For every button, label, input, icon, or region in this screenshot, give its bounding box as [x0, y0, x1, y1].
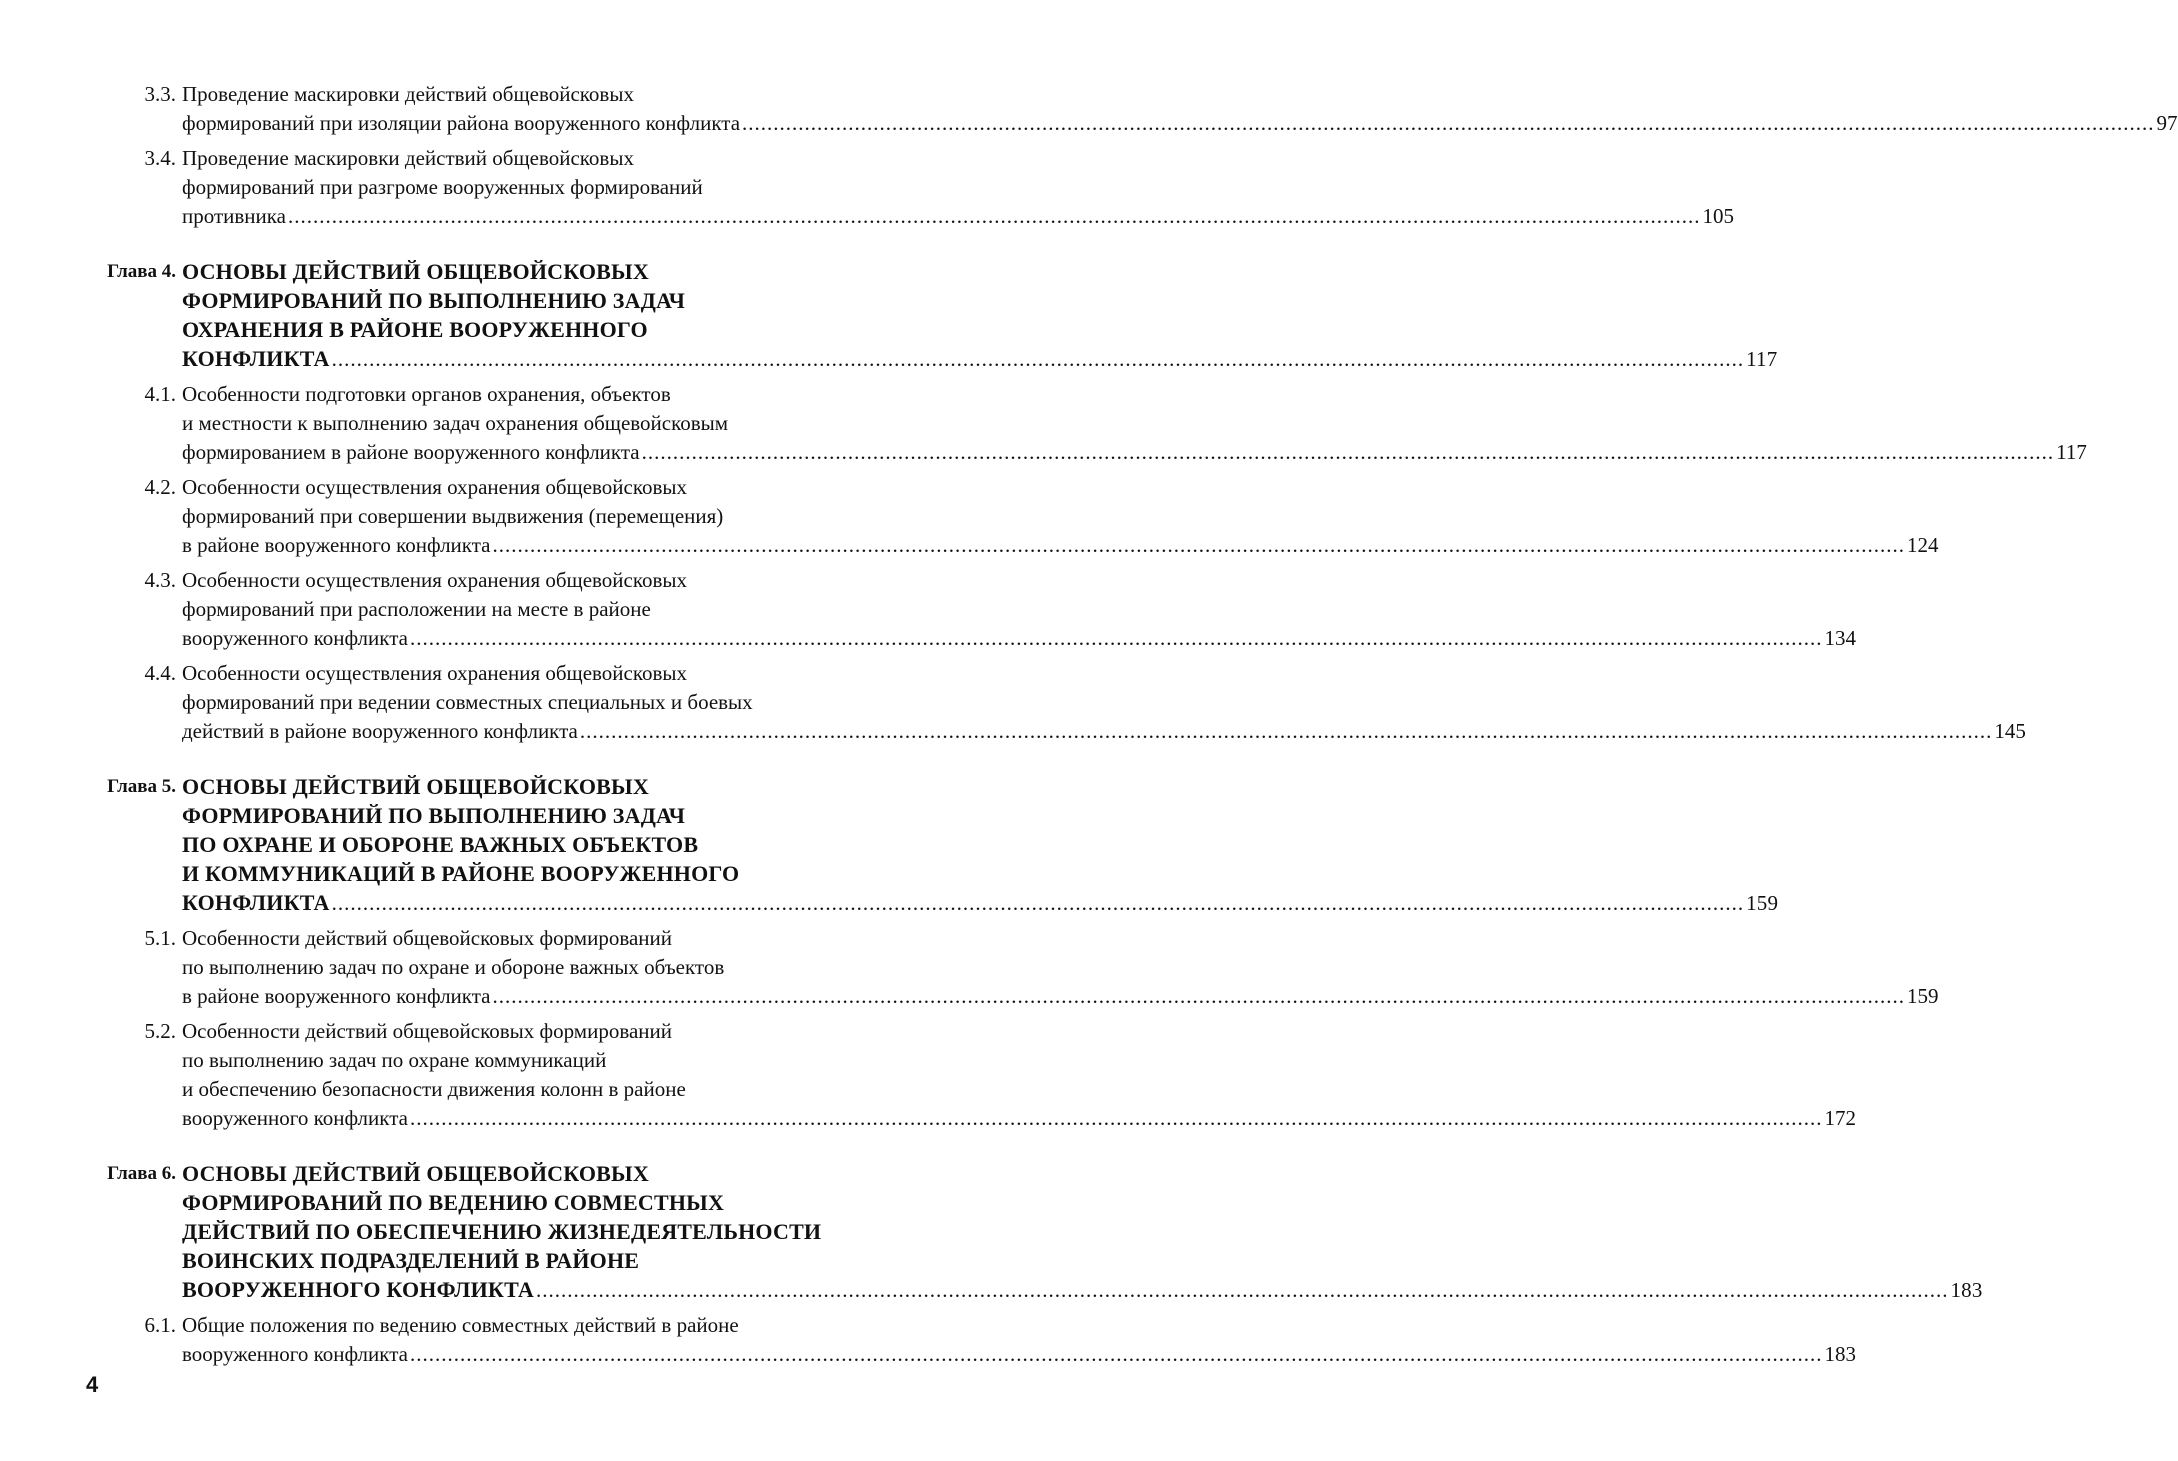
toc-title-line: и обеспечению безопасности движения колонн в районе	[182, 1077, 686, 1101]
toc-title-line: КОНФЛИКТА	[182, 890, 330, 915]
toc-section-entry[interactable]	[80, 659, 2026, 746]
toc-title-line: формирований при совершении выдвижения (перемещения)	[182, 504, 724, 528]
toc-entry-number: 5.1.	[144, 926, 176, 950]
toc-chapter-entry[interactable]	[80, 1159, 1983, 1305]
toc-title-last-line	[182, 109, 2178, 138]
dot-leader	[410, 1104, 1823, 1133]
toc-title-line: ПО ОХРАНЕ И ОБОРОНЕ ВАЖНЫХ ОБЪЕКТОВ	[182, 832, 699, 857]
toc-section-entry[interactable]	[80, 924, 1939, 1011]
toc-page-number: 145	[1994, 719, 2026, 743]
toc-title-line: противника	[182, 204, 286, 228]
toc-title-line: и местности к выполнению задач охранения общевойсковым	[182, 411, 729, 435]
toc-page-number: 105	[1702, 204, 1734, 228]
toc-title-last-line	[182, 1275, 1983, 1305]
toc-section-entry[interactable]	[80, 473, 1939, 560]
toc-section-entry[interactable]	[80, 1311, 1856, 1369]
toc-title-last-line	[182, 344, 1777, 374]
toc-entry-title	[182, 1311, 1856, 1369]
toc-title-line: в районе вооруженного конфликта	[182, 984, 491, 1008]
dot-leader	[332, 889, 1745, 918]
toc-title-last-line	[182, 1104, 1856, 1133]
toc-section-entry[interactable]	[80, 380, 2087, 467]
toc-title-line: Особенности осуществления охранения общевойсковых	[182, 661, 688, 685]
toc-title-line: Особенности подготовки органов охранения, объектов	[182, 382, 671, 406]
toc-title-line: ОХРАНЕНИЯ В РАЙОНЕ ВООРУЖЕННОГО	[182, 317, 648, 342]
toc-page-number: 183	[1824, 1342, 1856, 1366]
toc-title-last-line	[182, 982, 1938, 1011]
toc-entry-number: 6.1.	[144, 1313, 176, 1337]
toc-entry-title	[182, 380, 2087, 467]
toc-entry-title	[182, 924, 1938, 1011]
toc-entry-number: Глава 5.	[107, 776, 176, 797]
toc-title-line: ВООРУЖЕННОГО КОНФЛИКТА	[182, 1277, 534, 1302]
toc-entry-number: 4.1.	[144, 382, 176, 406]
toc-entry-number: 5.2.	[144, 1019, 176, 1043]
toc-title-line: формирований при расположении на месте в районе	[182, 597, 651, 621]
toc-title-last-line	[182, 531, 1938, 560]
toc-title-line: ОСНОВЫ ДЕЙСТВИЙ ОБЩЕВОЙСКОВЫХ	[182, 259, 649, 284]
toc-title-line: ОСНОВЫ ДЕЙСТВИЙ ОБЩЕВОЙСКОВЫХ	[182, 774, 649, 799]
toc-title-last-line	[182, 202, 1734, 231]
toc-entry-title	[182, 144, 1734, 231]
toc-page-number: 183	[1950, 1278, 1983, 1302]
dot-leader	[742, 109, 2155, 138]
dot-leader	[288, 202, 1701, 231]
toc-page-number: 117	[1746, 347, 1778, 371]
dot-leader	[410, 1340, 1823, 1369]
toc-title-line: Проведение маскировки действий общевойсковых	[182, 82, 634, 106]
toc-title-line: вооруженного конфликта	[182, 1342, 408, 1366]
toc-entry-number: 4.4.	[144, 661, 176, 685]
toc-entry-number: 4.3.	[144, 568, 176, 592]
table-of-contents	[80, 80, 2178, 1369]
toc-page-number: 159	[1906, 984, 1939, 1008]
dot-leader	[580, 717, 1993, 746]
toc-title-line: Общие положения по ведению совместных действий в районе	[182, 1313, 739, 1337]
toc-title-line: И КОММУНИКАЦИЙ В РАЙОНЕ ВООРУЖЕННОГО	[182, 861, 740, 886]
toc-entry-title	[182, 1159, 1983, 1305]
toc-section-entry[interactable]	[80, 80, 2178, 138]
toc-entry-title	[182, 473, 1938, 560]
toc-title-line: Особенности осуществления охранения общевойсковых	[182, 475, 688, 499]
toc-entry-title	[182, 659, 2026, 746]
toc-chapter-entry[interactable]	[80, 257, 1778, 374]
toc-entry-number: 4.2.	[144, 475, 176, 499]
dot-leader	[492, 982, 1905, 1011]
toc-title-last-line	[182, 438, 2087, 467]
toc-title-line: Особенности действий общевойсковых формирований	[182, 926, 672, 950]
page-number: 4	[86, 1372, 99, 1397]
toc-page-number: 134	[1824, 626, 1856, 650]
toc-title-line: действий в районе вооруженного конфликта	[182, 719, 578, 743]
toc-title-line: формированием в районе вооруженного конфликта	[182, 440, 640, 464]
toc-title-line: Особенности действий общевойсковых формирований	[182, 1019, 672, 1043]
toc-title-line: формирований при разгроме вооруженных формирований	[182, 175, 703, 199]
toc-title-line: ВОИНСКИХ ПОДРАЗДЕЛЕНИЙ В РАЙОНЕ	[182, 1248, 640, 1273]
toc-section-entry[interactable]	[80, 566, 1856, 653]
dot-leader	[410, 624, 1823, 653]
toc-title-last-line	[182, 717, 2026, 746]
toc-title-line: КОНФЛИКТА	[182, 346, 330, 371]
dot-leader	[332, 345, 1745, 374]
toc-title-line: ОСНОВЫ ДЕЙСТВИЙ ОБЩЕВОЙСКОВЫХ	[182, 1161, 649, 1186]
toc-title-line: по выполнению задач по охране коммуникаций	[182, 1048, 607, 1072]
toc-title-line: формирований при ведении совместных специальных и боевых	[182, 690, 753, 714]
toc-title-last-line	[182, 1340, 1856, 1369]
toc-page-number: 124	[1906, 533, 1939, 557]
dot-leader	[642, 438, 2055, 467]
toc-section-entry[interactable]	[80, 1017, 1856, 1133]
toc-page-number: 97	[2156, 111, 2178, 135]
toc-title-line: вооруженного конфликта	[182, 1106, 408, 1130]
toc-entry-number: 3.4.	[144, 146, 176, 170]
toc-page-number: 172	[1824, 1106, 1856, 1130]
toc-title-line: в районе вооруженного конфликта	[182, 533, 491, 557]
toc-title-line: ФОРМИРОВАНИЙ ПО ВЫПОЛНЕНИЮ ЗАДАЧ	[182, 288, 686, 313]
toc-entry-title	[182, 566, 1856, 653]
toc-title-line: по выполнению задач по охране и обороне важных объектов	[182, 955, 725, 979]
toc-entry-number: Глава 6.	[107, 1163, 176, 1184]
dot-leader	[492, 531, 1905, 560]
toc-title-line: ФОРМИРОВАНИЙ ПО ВЫПОЛНЕНИЮ ЗАДАЧ	[182, 803, 686, 828]
toc-page-number: 159	[1746, 891, 1779, 915]
toc-title-line: ДЕЙСТВИЙ ПО ОБЕСПЕЧЕНИЮ ЖИЗНЕДЕЯТЕЛЬНОСТИ	[182, 1219, 822, 1244]
toc-title-last-line	[182, 888, 1778, 918]
toc-entry-number: 3.3.	[144, 82, 176, 106]
toc-title-line: вооруженного конфликта	[182, 626, 408, 650]
toc-title-line: формирований при изоляции района вооруженного конфликта	[182, 111, 741, 135]
toc-title-line: Особенности осуществления охранения общевойсковых	[182, 568, 688, 592]
toc-chapter-entry[interactable]	[80, 772, 1779, 918]
toc-section-entry[interactable]	[80, 144, 1734, 231]
toc-title-line: ФОРМИРОВАНИЙ ПО ВЕДЕНИЮ СОВМЕСТНЫХ	[182, 1190, 725, 1215]
toc-title-last-line	[182, 624, 1856, 653]
toc-entry-number: Глава 4.	[107, 261, 176, 282]
toc-entry-title	[182, 257, 1777, 374]
toc-page-number: 117	[2056, 440, 2087, 464]
toc-entry-title	[182, 80, 2178, 138]
dot-leader	[536, 1276, 1949, 1305]
toc-entry-title	[182, 772, 1778, 918]
toc-title-line: Проведение маскировки действий общевойсковых	[182, 146, 634, 170]
toc-entry-title	[182, 1017, 1856, 1133]
